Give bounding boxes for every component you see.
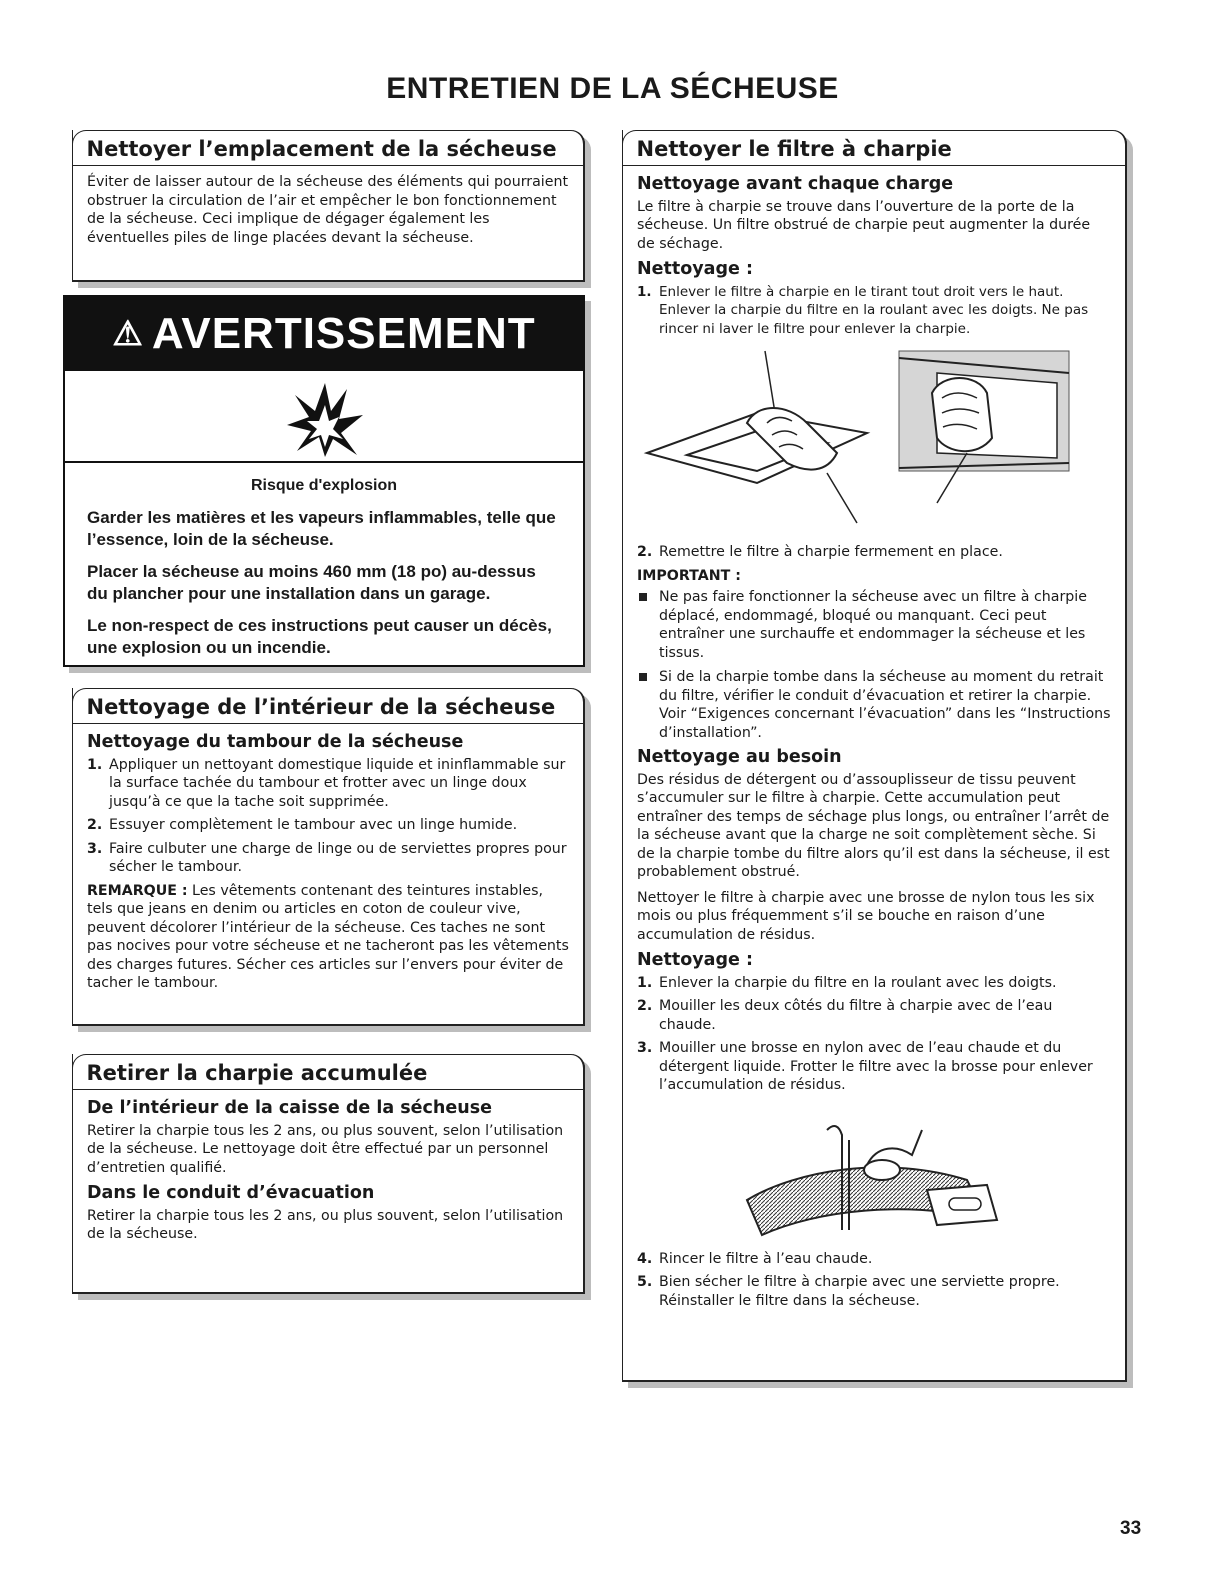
list-item: Ne pas faire fonctionner la sécheuse avec un filtre à charpie déplacé, endommagé, bloqué ou manquant. Ceci peut entraîner une surchauffe et endommager la sécheuse et les tissus. xyxy=(637,588,1111,662)
section-title: Nettoyage de l’intérieur de la sécheuse xyxy=(86,695,556,719)
list-item: 5. Bien sécher le filtre à charpie avec une serviette propre. Réinstaller le filtre dans la sécheuse. xyxy=(637,1274,1060,1309)
paragraph: Nettoyer le filtre à charpie avec une brosse de nylon tous les six mois ou plus fréquemment s’il se bouche en raison d’une accumulation de résidus. xyxy=(637,889,1095,943)
brush-cleaning-illustration xyxy=(637,1100,1111,1250)
steps-list xyxy=(87,756,569,877)
card-filtre xyxy=(622,130,1127,1382)
subsection-title: Dans le conduit d’évacuation xyxy=(87,1183,375,1203)
list-item: 1. Appliquer un nettoyant domestique liquide et ininflammable sur la surface tachée du tambour et frotter avec un linge doux jusqu’à ce que la tache soit supprimée. xyxy=(87,756,566,810)
warning-text: Garder les matières et les vapeurs inflammables, telle que l’essence, loin de la sécheuse. xyxy=(87,508,556,549)
section-title: Nettoyer le filtre à charpie xyxy=(636,137,952,161)
subsection-title: Nettoyage : xyxy=(637,259,753,279)
paragraph: Retirer la charpie tous les 2 ans, ou plus souvent, selon l’utilisation de la sécheuse. xyxy=(87,1207,564,1242)
list-item: 2. Mouiller les deux côtés du filtre à charpie avec de l’eau chaude. xyxy=(637,998,1053,1033)
list-item: 1. Enlever la charpie du filtre en la roulant avec les doigts. xyxy=(637,974,1057,991)
important-list xyxy=(637,588,1111,742)
list-item: 2. Essuyer complètement le tambour avec un linge humide. xyxy=(87,817,518,833)
warning-box xyxy=(63,295,585,667)
list-item: 3. Faire culbuter une charge de linge ou de serviettes propres pour sécher le tambour. xyxy=(87,840,567,875)
subsection-title: Nettoyage au besoin xyxy=(637,747,842,767)
paragraph: Des résidus de détergent ou d’assouplisseur de tissu peuvent s’accumuler sur le filtre à charpie. Cette accumulation peut entraîner des temps de séchage plus longs, ou entraîner l’arrêt de la sécheuse avant que la charge ne soit complètement sèche. Si de la charpie tombe du filtre alors qu’il est dans la sécheuse, il est probablement obstrué. xyxy=(637,771,1110,880)
list-item: 2. Remettre le filtre à charpie fermement en place. xyxy=(637,544,1003,560)
page-number: 33 xyxy=(1120,1518,1142,1539)
list-item: Si de la charpie tombe dans la sécheuse au moment du retrait du filtre, vérifier le conduit d’évacuation et retirer la charpie. Voir “Exigences concernant l’évacuation” dans les “Instructions d’installation”. xyxy=(637,668,1111,742)
important-label: IMPORTANT : xyxy=(637,567,741,584)
warning-text: Placer la sécheuse au moins 460 mm (18 po) au-dessus du plancher pour une installation dans un garage. xyxy=(87,562,536,603)
section-title: Nettoyer l’emplacement de la sécheuse xyxy=(86,137,557,161)
subsection-title: De l’intérieur de la caisse de la sécheuse xyxy=(87,1098,492,1118)
page-title: ENTRETIEN DE LA SÉCHEUSE xyxy=(386,72,839,105)
list-item: 3. Mouiller une brosse en nylon avec de l’eau chaude et du détergent liquide. Frotter le filtre avec la brosse pour enlever l’accumulation de résidus. xyxy=(637,1040,1093,1093)
explosion-icon xyxy=(285,375,365,459)
paragraph: Éviter de laisser autour de la sécheuse des éléments qui pourraient obstruer la circulation de l’air et empêcher le bon fonctionnement de la sécheuse. Ceci implique de dégager également les éventuelles piles de linge placées devant la sécheuse. xyxy=(87,174,569,246)
filter-illustration-icon xyxy=(637,343,1107,543)
list-item: 1. Enlever le filtre à charpie en le tirant tout droit vers le haut. Enlever la charpie du filtre en la roulant avec les doigts. Ne pas rincer ni laver le filtre pour enlever la charpie. xyxy=(637,283,1089,337)
card-emplacement xyxy=(72,130,585,282)
card-interieur xyxy=(72,688,585,1026)
subsection-title: Nettoyage avant chaque charge xyxy=(637,174,954,194)
note: REMARQUE : Les vêtements contenant des teintures instables, tels que jeans en denim ou articles en coton de couleur vive, peuvent décolorer l’intérieur de la sécheuse. Ces taches ne sont pas nocives pour votre sécheuse et ne tacheront pas les vêtements des charges futures. Sécher ces articles sur l’envers pour éviter de tacher le tambour. xyxy=(87,882,569,991)
subsection-title: Nettoyage : xyxy=(637,950,753,970)
section-title: Retirer la charpie accumulée xyxy=(86,1061,428,1085)
card-charpie-accumulee xyxy=(72,1054,585,1294)
lint-filter-removal-illustration xyxy=(637,343,1111,543)
warning-triangle-icon: ⚠ xyxy=(112,315,144,353)
risk-label: Risque d'explosion xyxy=(250,477,398,494)
subsection-title: Nettoyage du tambour de la sécheuse xyxy=(87,732,464,752)
paragraph: Le filtre à charpie se trouve dans l’ouverture de la porte de la sécheuse. Un filtre obstrué de charpie peut augmenter la durée de séchage. xyxy=(637,198,1091,252)
warning-text: Le non-respect de ces instructions peut causer un décès, une explosion ou un incendie. xyxy=(87,616,552,657)
list-item: 4. Rincer le filtre à l’eau chaude. xyxy=(637,1250,873,1267)
brush-filter-icon xyxy=(637,1100,1107,1250)
paragraph: Retirer la charpie tous les 2 ans, ou plus souvent, selon l’utilisation de la sécheuse. Le nettoyage doit être effectué par un personnel d’entretien qualifié. xyxy=(87,1122,564,1176)
warning-header: AVERTISSEMENT xyxy=(151,309,536,358)
